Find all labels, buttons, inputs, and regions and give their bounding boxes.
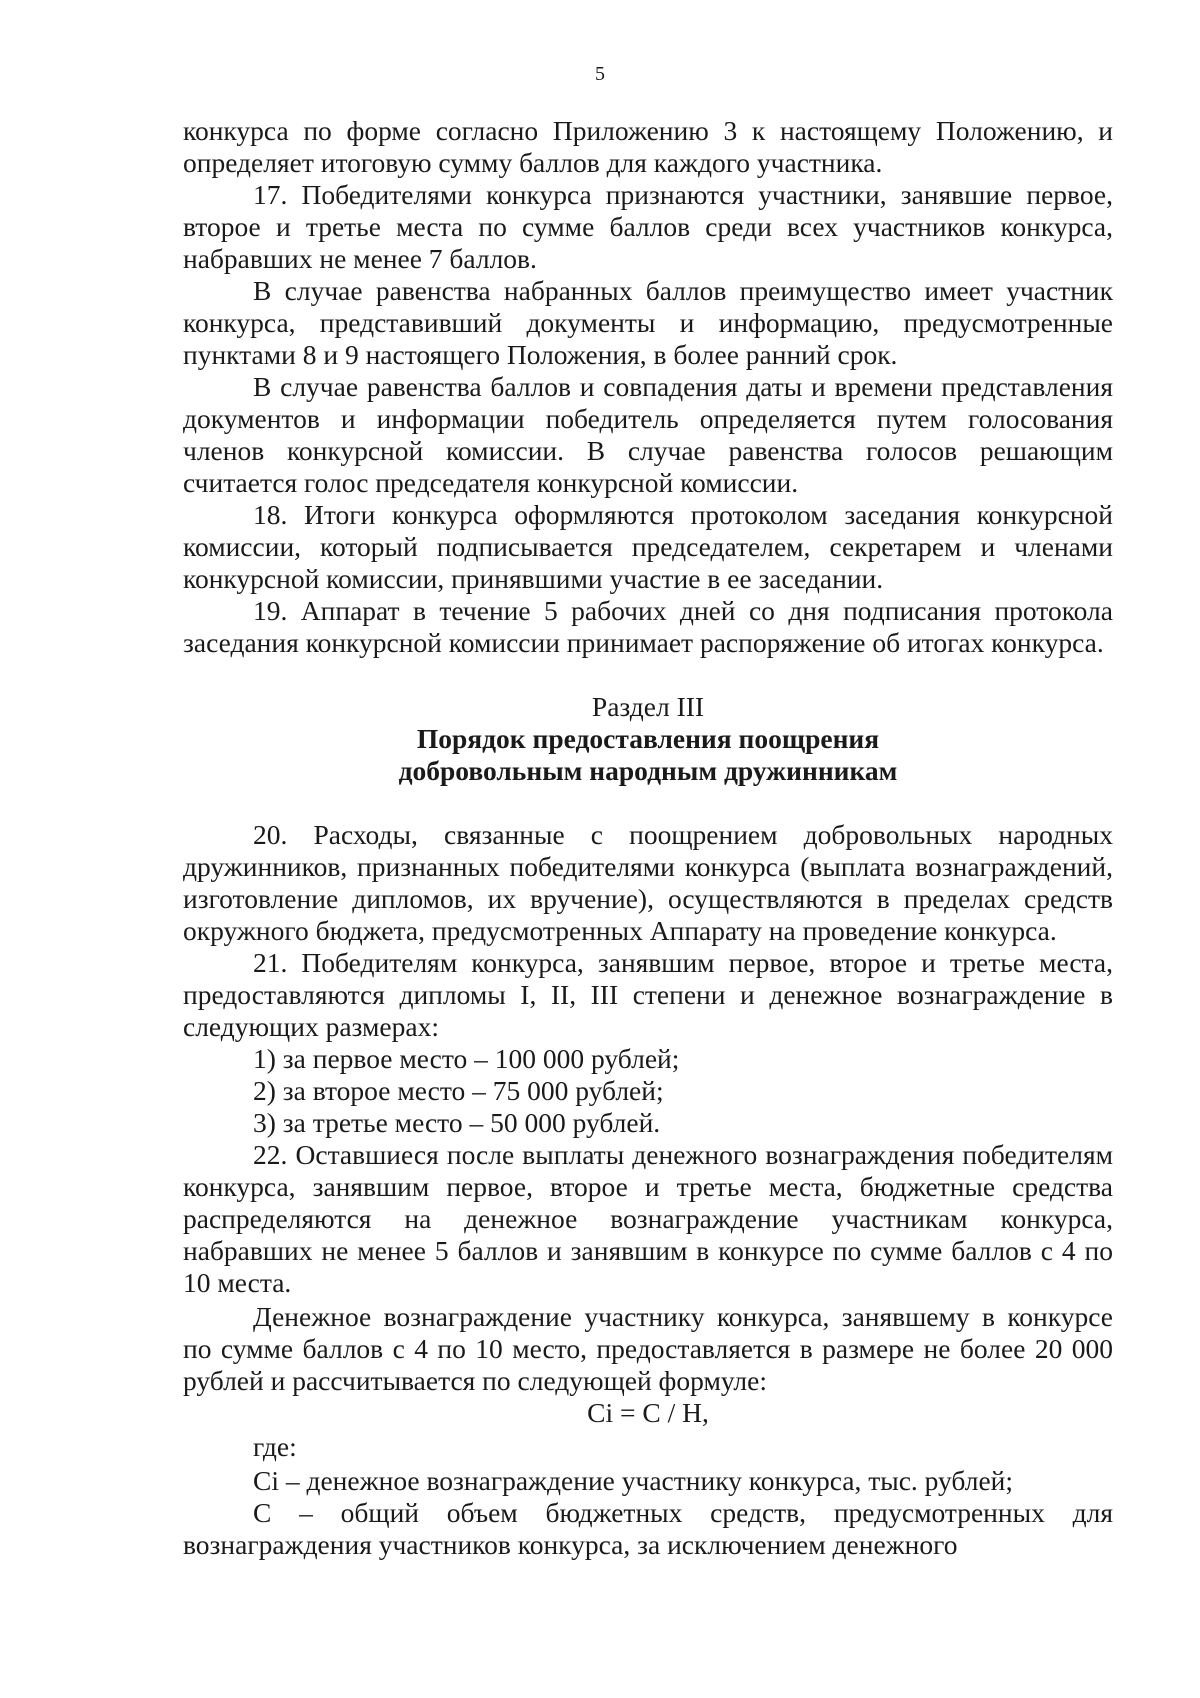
paragraph: Денежное вознаграждение участнику конкурса, занявшему в конкурсе по сумме баллов с 4 по 10 место, предоставляется в размере не более 20 000 рублей и рассчитывается по следующей формуле: (183, 1301, 1113, 1396)
definition-c: C – общий объем бюджетных средств, предусмотренных для вознаграждения участников конкурса, за исключением денежного (183, 1497, 1113, 1560)
section-heading (183, 691, 1113, 787)
section-body (183, 819, 1113, 1561)
paragraph: В случае равенства набранных баллов преимущество имеет участник конкурса, представивший документы и информацию, предусмотренные пунктами 8 и 9 настоящего Положения, в более ранний срок. (183, 275, 1113, 370)
paragraph-item-18: 18. Итоги конкурса оформляются протоколом заседания конкурсной комиссии, который подписывается председателем, секретарем и членами конкурсной комиссии, принявшими участие в ее заседании. (183, 499, 1113, 594)
list-item: 2) за второе место – 75 000 рублей; (253, 1075, 664, 1106)
section-number: Раздел III (591, 691, 705, 722)
page-number: 5 (595, 63, 605, 85)
paragraph-item-20: 20. Расходы, связанные с поощрением добровольных народных дружинников, признанных победителями конкурса (выплата вознаграждений, изготовление дипломов, их вручение), осуществляются в пределах средств окружного бюджета, предусмотренных Аппарату на проведение конкурса. (183, 819, 1113, 946)
list-item: 3) за третье место – 50 000 рублей. (253, 1107, 661, 1138)
paragraph: В случае равенства баллов и совпадения даты и времени представления документов и информации победитель определяется путем голосования членов конкурсной комиссии. В случае равенства голосов решающим считается голос председателя конкурсной комиссии. (183, 371, 1113, 498)
section-title-line-2: добровольным народным дружинникам (398, 755, 898, 786)
paragraph-item-17: 17. Победителями конкурса признаются участники, занявшие первое, второе и третье места по сумме баллов среди всех участников конкурса, набравших не менее 7 баллов. (183, 179, 1113, 274)
paragraph-item-19: 19. Аппарат в течение 5 рабочих дней со дня подписания протокола заседания конкурсной комиссии принимает распоряжение об итогах конкурса. (183, 595, 1113, 658)
paragraph: конкурса по форме согласно Приложению 3 к настоящему Положению, и определяет итоговую сумму баллов для каждого участника. (183, 115, 1113, 178)
paragraph-item-22: 22. Оставшиеся после выплаты денежного вознаграждения победителям конкурса, занявшим первое, второе и третье места, бюджетные средства распределяются на денежное вознаграждение участникам конкурса, набравших не менее 5 баллов и занявшим в конкурсе по сумме баллов с 4 по 10 места. (183, 1139, 1113, 1298)
definition-ci: Ci – денежное вознаграждение участнику конкурса, тыс. рублей; (253, 1465, 1014, 1496)
document-body (183, 115, 1113, 1561)
list-item: 1) за первое место – 100 000 рублей; (253, 1043, 680, 1074)
paragraph: где: (253, 1431, 297, 1462)
section-title-line-1: Порядок предоставления поощрения (416, 723, 880, 754)
formula: Ci = C / H, (587, 1397, 709, 1428)
paragraph-item-21: 21. Победителям конкурса, занявшим первое, второе и третье места, предоставляются дипломы I, II, III степени и денежное вознаграждение в следующих размерах: (183, 947, 1113, 1042)
